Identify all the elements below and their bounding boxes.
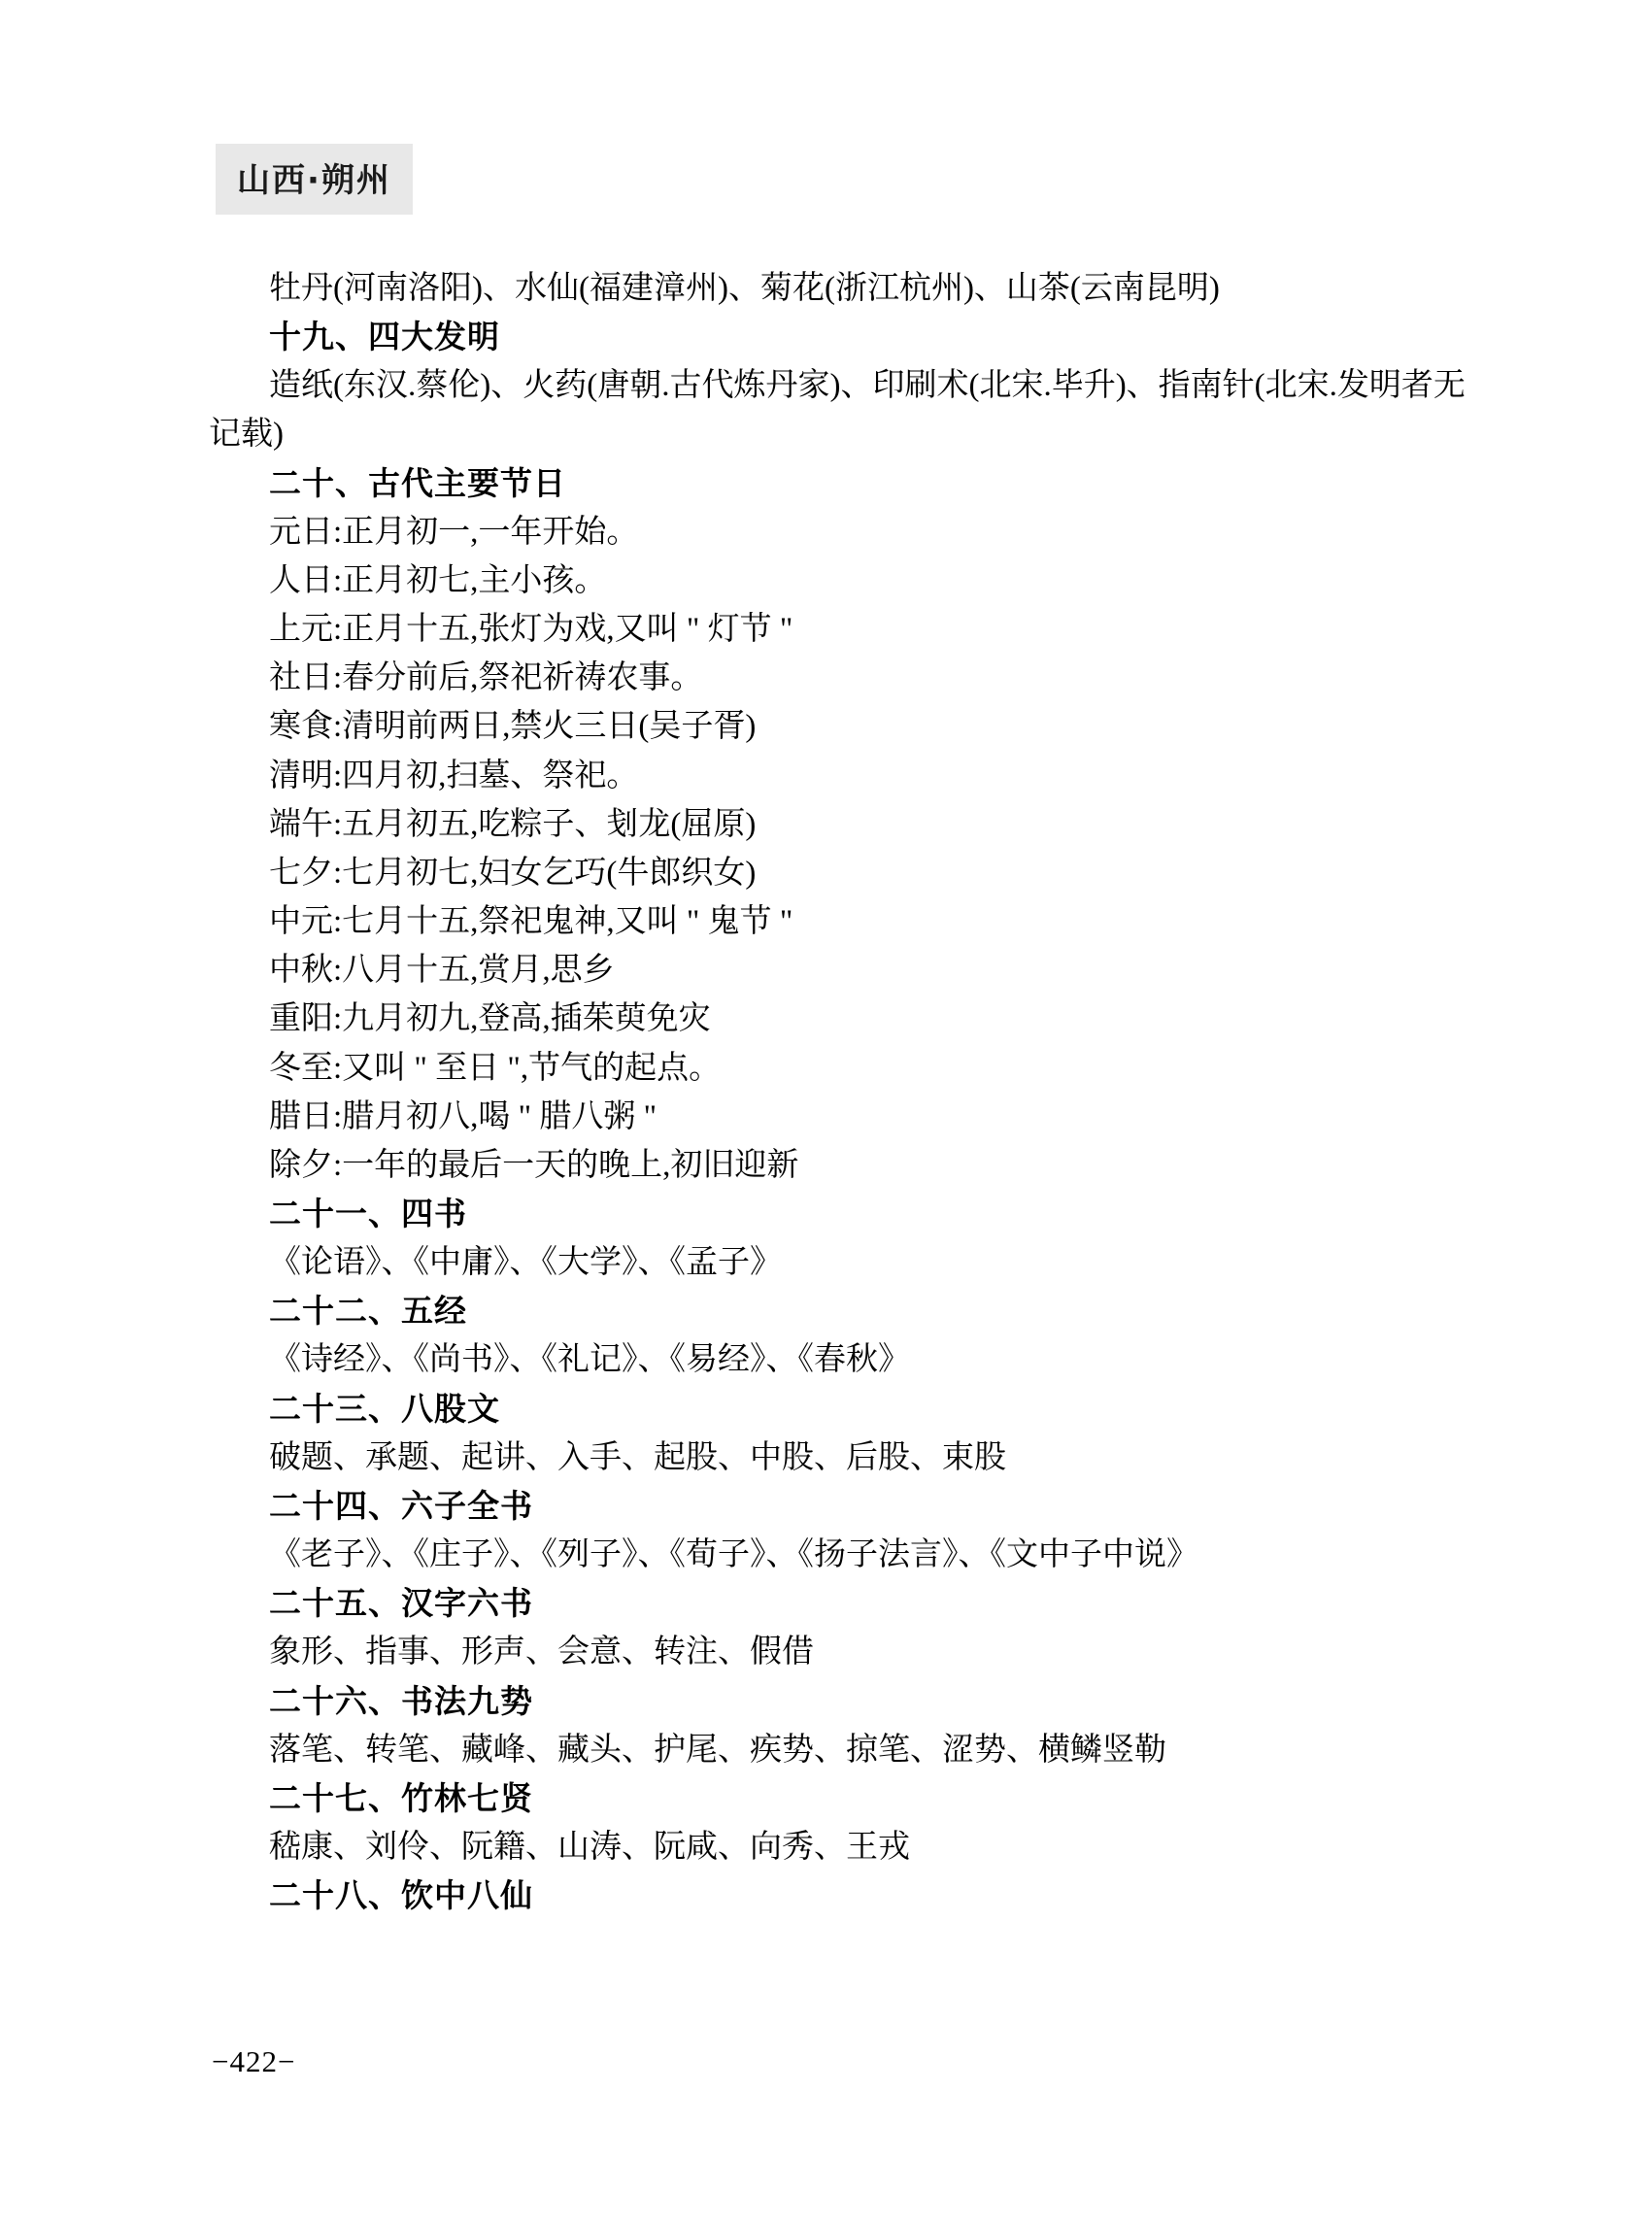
running-head: 山西·朔州 [216, 144, 413, 215]
text-line: 《老子》、《庄子》、《列子》、《荀子》、《扬子法言》、《文中子中说》 [269, 1537, 1198, 1573]
text-line: 寒食:清明前两日,禁火三日(吴子胥) [269, 709, 757, 745]
text-line: 嵇康、刘伶、阮籍、山涛、阮咸、向秀、王戎 [269, 1830, 910, 1865]
section-heading: 二十七、竹林七贤 [269, 1778, 533, 1817]
text-line: 牡丹(河南洛阳)、水仙(福建漳州)、菊花(浙江杭州)、山茶(云南昆明) [269, 271, 1220, 306]
text-line: 破题、承题、起讲、入手、起股、中股、后股、束股 [269, 1439, 1006, 1475]
section-heading: 二十、古代主要节日 [269, 463, 566, 502]
text-line: 中元:七月十五,祭祀鬼神,又叫 " 鬼节 " [269, 904, 793, 940]
page-body [209, 264, 1471, 1920]
text-line: 端午:五月初五,吃粽子、刬龙(屈原) [269, 806, 757, 842]
text-line: 清明:四月初,扫墓、祭祀。 [269, 758, 639, 793]
section-heading: 十九、四大发明 [269, 318, 500, 356]
text-line: 腊日:腊月初八,喝 " 腊八粥 " [269, 1098, 657, 1134]
text-line: 冬至:又叫 " 至日 ",节气的起点。 [269, 1050, 722, 1086]
page-number: −422− [212, 2044, 296, 2078]
text-line: 上元:正月十五,张灯为戏,又叫 " 灯节 " [269, 612, 793, 648]
text-line: 人日:正月初七,主小孩。 [269, 562, 607, 598]
section-heading: 二十四、六子全书 [269, 1486, 533, 1525]
text-line: 落笔、转笔、藏峰、藏头、护尾、疾势、掠笔、涩势、横鳞竖勒 [269, 1732, 1166, 1768]
text-line: 《论语》、《中庸》、《大学》、《孟子》 [269, 1245, 782, 1281]
text-paragraph: 造纸(东汉.蔡伦)、火药(唐朝.古代炼丹家)、印刷术(北宋.毕升)、指南针(北宋.发明者无记载) [209, 368, 1466, 453]
text-line: 元日:正月初一,一年开始。 [269, 514, 639, 550]
text-line: 中秋:八月十五,赏月,思乡 [269, 953, 615, 989]
section-heading: 二十一、四书 [269, 1194, 467, 1232]
section-heading: 二十二、五经 [269, 1292, 467, 1331]
text-line: 社日:春分前后,祭祀祈祷农事。 [269, 660, 703, 696]
section-heading: 二十八、饮中八仙 [269, 1876, 533, 1915]
text-line: 象形、指事、形声、会意、转注、假借 [269, 1635, 814, 1670]
text-line: 《诗经》、《尚书》、《礼记》、《易经》、《春秋》 [269, 1342, 910, 1378]
section-heading: 二十三、八股文 [269, 1389, 500, 1428]
section-heading: 二十六、书法九势 [269, 1681, 533, 1720]
section-heading: 二十五、汉字六书 [269, 1584, 533, 1623]
text-line: 七夕:七月初七,妇女乞巧(牛郎织女) [269, 855, 757, 891]
text-line: 除夕:一年的最后一天的晚上,初旧迎新 [269, 1147, 799, 1183]
text-line: 重阳:九月初九,登高,插茱萸免灾 [269, 1001, 711, 1037]
